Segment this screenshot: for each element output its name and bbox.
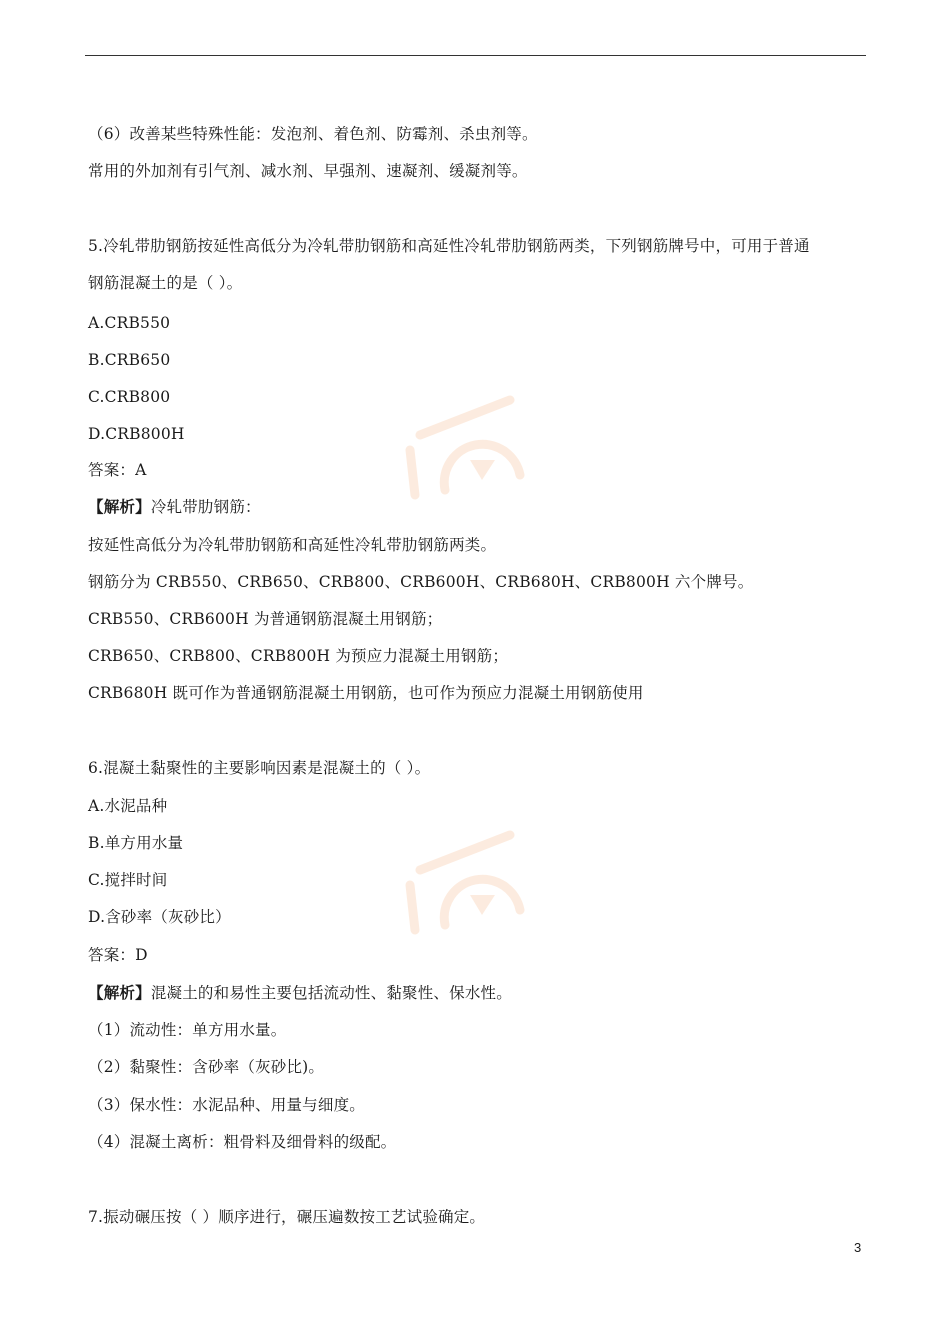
analysis-line: CRB550、CRB600H 为普通钢筋混凝土用钢筋； xyxy=(88,610,443,628)
answer: 答案：D xyxy=(88,946,148,964)
analysis-text: 冷轧带肋钢筋： xyxy=(150,498,261,516)
analysis-label: 【解析】 xyxy=(88,983,151,1002)
question-6-stem: 6.混凝土黏聚性的主要影响因素是混凝土的（ ）。 xyxy=(88,759,431,777)
option-c: C.CRB800 xyxy=(88,388,171,406)
analysis-label: 【解析】 xyxy=(88,497,151,516)
analysis-line: （3）保水性：水泥品种、用量与细度。 xyxy=(88,1096,365,1114)
analysis-line: （2）黏聚性：含砂率（灰砂比)。 xyxy=(88,1058,325,1076)
option-d: D.CRB800H xyxy=(88,425,185,443)
answer: 答案：A xyxy=(88,461,147,479)
watermark-logo-icon xyxy=(400,830,540,940)
analysis-line: CRB650、CRB800、CRB800H 为预应力混凝土用钢筋； xyxy=(88,647,509,665)
analysis-line: （4）混凝土离析：粗骨料及细骨料的级配。 xyxy=(88,1133,397,1151)
option-a: A.CRB550 xyxy=(88,314,171,332)
text-line: （6）改善某些特殊性能：发泡剂、着色剂、防霉剂、杀虫剂等。 xyxy=(88,125,538,143)
page-number: 3 xyxy=(854,1240,862,1255)
option-b: B.CRB650 xyxy=(88,351,171,369)
analysis-heading xyxy=(88,497,261,517)
analysis-line: CRB680H 既可作为普通钢筋混凝土用钢筋，也可作为预应力混凝土用钢筋使用 xyxy=(88,684,644,702)
question-7-stem: 7.振动碾压按（ ）顺序进行，碾压遍数按工艺试验确定。 xyxy=(88,1208,486,1226)
analysis-text: 混凝土的和易性主要包括流动性、黏聚性、保水性。 xyxy=(150,984,512,1002)
option-c: C.搅拌时间 xyxy=(88,871,168,889)
option-a: A.水泥品种 xyxy=(88,797,168,815)
header-rule xyxy=(85,55,866,56)
option-d: D.含砂率（灰砂比） xyxy=(88,908,231,926)
question-5-stem: 5.冷轧带肋钢筋按延性高低分为冷轧带肋钢筋和高延性冷轧带肋钢筋两类，下列钢筋牌号中，可用于普通 xyxy=(88,237,810,255)
question-5-stem-cont: 钢筋混凝土的是（ ）。 xyxy=(88,274,243,292)
analysis-line: 按延性高低分为冷轧带肋钢筋和高延性冷轧带肋钢筋两类。 xyxy=(88,536,497,554)
text-line: 常用的外加剂有引气剂、减水剂、早强剂、速凝剂、缓凝剂等。 xyxy=(88,162,528,180)
analysis-heading xyxy=(88,983,512,1003)
analysis-line: 钢筋分为 CRB550、CRB650、CRB800、CRB600H、CRB680H、CRB800H 六个牌号。 xyxy=(88,573,754,591)
option-b: B.单方用水量 xyxy=(88,834,184,852)
watermark-logo-icon xyxy=(400,395,540,505)
analysis-line: （1）流动性：单方用水量。 xyxy=(88,1021,287,1039)
